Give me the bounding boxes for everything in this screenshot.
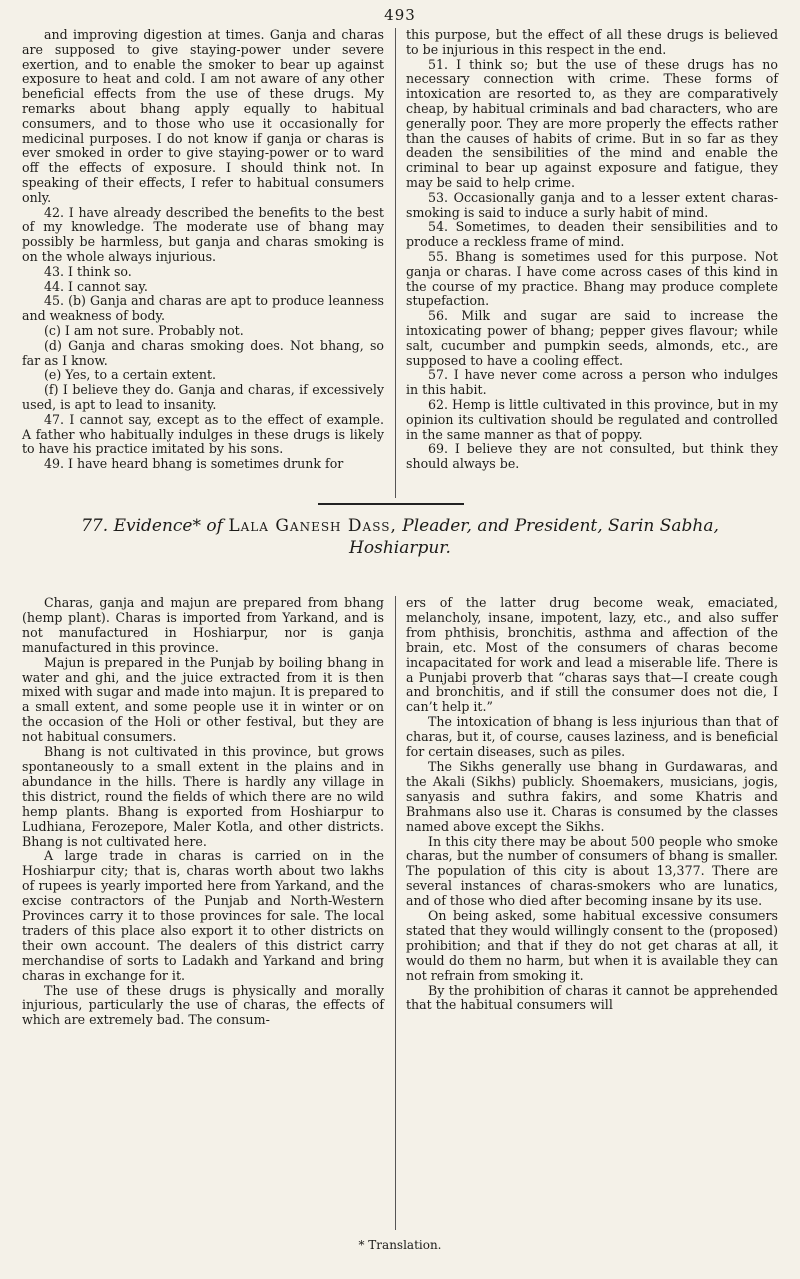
paragraph: Majun is prepared in the Punjab by boiling bhang in water and ghi, and the juice extracted from it is then mixed with sugar and made into majun. It is prepared to a small extent, and some people use it in winter or on the occasion of the Holi or other festival, but they are not habitual consumers. <box>22 654 384 745</box>
bottom-left-column <box>22 596 384 1028</box>
paragraph: 62. Hemp is little cultivated in this province, but in my opinion its cultivation should be regulated and controlled in the same manner as that of poppy. <box>406 396 778 442</box>
bottom-text-block <box>22 596 782 1236</box>
page-number: 493 <box>384 6 416 24</box>
paragraph: 42. I have already described the benefits to the best of my knowledge. The moderate use of bhang may possibly be harmless, but ganja and charas smoking is on the whole always injurious. <box>22 204 384 264</box>
heading-evidence: Evidence* of <box>113 516 223 536</box>
paragraph: In this city there may be about 500 people who smoke charas, but the number of consumers of bhang is smaller. The population of this city is about 13,377. There are several instances of charas-smokers who are lunatics, and of those who died after becoming insane by its use. <box>406 833 778 909</box>
paragraph: 49. I have heard bhang is sometimes drunk for <box>44 456 344 472</box>
paragraph: The intoxication of bhang is less injurious than that of charas, but it, of course, causes laziness, and is beneficial for certain diseases, such as piles. <box>406 714 778 760</box>
paragraph: 53. Occasionally ganja and to a lesser extent charas-smoking is said to induce a surly habit of mind. <box>406 189 778 220</box>
paragraph: 47. I cannot say, except as to the effect of example. A father who habitually indulges in these drugs is likely to have his practice imitated by his sons. <box>22 411 384 457</box>
paragraph: and improving digestion at times. Ganja and charas are supposed to give staying-power under severe exertion, and to enable the smoker to bear up against exposure to heat and cold. I am not aware of any other beneficial effects from the use of these drugs. My remarks about bhang apply equally to habitual consumers, and to those who use it occasionally for medicinal purposes. I do not know if ganja or charas is ever smoked in order to give staying-power or to ward off the effects of exposure. I should think not. In speaking of their effects, I refer to habitual consumers only. <box>22 27 384 205</box>
paragraph: 57. I have never come across a person who indulges in this habit. <box>406 367 778 398</box>
paragraph: 55. Bhang is sometimes used for this purpose. Not ganja or charas. I have come across cases of this kind in the course of my practice. Bhang may produce complete stupefaction. <box>406 248 778 309</box>
paragraph: ers of the latter drug become weak, emaciated, melancholy, insane, impotent, lazy, etc., and also suffer from phthisis, bronchitis, asthma and affection of the brain, etc. Most of the consumers of charas become incapacitated for work and lead a miserable life. There is a Punjabi proverb that “charas says that—I create cough and bronchitis, and if still the consumer does not die, I can’t help it.” <box>406 595 778 715</box>
paragraph: this purpose, but the effect of all these drugs is believed to be injurious in this respect in the end. <box>406 27 778 57</box>
top-right-column <box>406 28 778 472</box>
heading-line-1 <box>40 515 760 537</box>
section-rule <box>318 503 464 505</box>
paragraph: 69. I believe they are not consulted, but think they should always be. <box>406 441 778 472</box>
heading-name: Lala Ganesh Dass, <box>228 516 397 536</box>
bottom-right-column <box>406 596 778 1013</box>
paragraph: The Sikhs generally use bhang in Gurdawaras, and the Akali (Sikhs) publicly. Shoemakers, musicians, jogis, sanyasis and suthra fakirs, and some Khatris and Brahmans also use it. Charas is consumed by the classes named above except the Sikhs. <box>406 758 778 834</box>
paragraph: 56. Milk and sugar are said to increase the intoxicating power of bhang; pepper gives flavour; while salt, cucumber and pumpkin seeds, almonds, etc., are supposed to have a cooling effect. <box>406 308 778 368</box>
paragraph: 45. (b) Ganja and charas are apt to produce leanness and weakness of body. <box>22 293 384 324</box>
paragraph: (e) Yes, to a certain extent. <box>44 367 217 383</box>
paragraph: On being asked, some habitual excessive consumers stated that they would willingly consent to the (proposed) prohibition; and that if they do not get charas at all, it would do them no harm, but when it is available they can not refrain from smoking it. <box>406 908 778 983</box>
section-heading <box>40 515 760 559</box>
heading-line-2: Hoshiarpur. <box>349 538 451 558</box>
paragraph: 44. I cannot say. <box>44 278 148 294</box>
paragraph: 54. Sometimes, to deaden their sensibilities and to produce a reckless frame of mind. <box>406 219 778 250</box>
paragraph: (c) I am not sure. Probably not. <box>44 322 244 338</box>
paragraph: 43. I think so. <box>44 263 132 279</box>
paragraph: A large trade in charas is carried on in the Hoshiarpur city; that is, charas worth about two lakhs of rupees is yearly imported here from Yarkand, and the excise contractors of the Punjab and North-Western Provinces carry it to those provinces for sale. The local traders of this place also export it to other districts on their own account. The dealers of this district carry merchandise of sorts to Ladakh and Yarkand and bring charas in exchange for it. <box>22 848 384 983</box>
heading-title: Pleader, and President, Sarin Sabha, <box>402 516 719 536</box>
column-divider <box>395 596 396 1230</box>
paragraph: 51. I think so; but the use of these drugs has no necessary connection with crime. These forms of intoxication are resorted to, as they are comparatively cheap, by habitual criminals and bad characters, who are generally poor. They are more properly the effects rather than the causes of habits of crime. But in so far as they deaden the sensibilities of the mind and enable the criminal to bear up against exposure and fatigue, they may be said to help crime. <box>406 56 778 190</box>
paragraph: The use of these drugs is physically and morally injurious, particularly the use of charas, the effects of which are extremely bad. The consum- <box>22 982 384 1028</box>
footnote: * Translation. <box>358 1238 442 1252</box>
paragraph: Charas, ganja and majun are prepared from bhang (hemp plant). Charas is imported from Yarkand, and is not manufactured in Hoshiarpur, nor is ganja manufactured in this province. <box>22 595 384 655</box>
top-text-block <box>22 28 782 498</box>
heading-number: 77. <box>81 516 109 536</box>
paragraph: (d) Ganja and charas smoking does. Not bhang, so far as I know. <box>22 337 384 368</box>
paragraph: (f) I believe they do. Ganja and charas, if excessively used, is apt to lead to insanity. <box>22 382 384 412</box>
column-divider <box>395 28 396 498</box>
paragraph: Bhang is not cultivated in this province, but grows spontaneously to a small extent in the plains and in abundance in the hills. There is hardly any village in this district, round the fields of which there are no wild hemp plants. Bhang is exported from Hoshiarpur to Ludhiana, Ferozepore, Maler Kotla, and other districts. Bhang is not cultivated here. <box>22 744 384 849</box>
top-left-column <box>22 28 384 472</box>
paragraph: By the prohibition of charas it cannot be apprehended that the habitual consumers will <box>406 982 778 1013</box>
